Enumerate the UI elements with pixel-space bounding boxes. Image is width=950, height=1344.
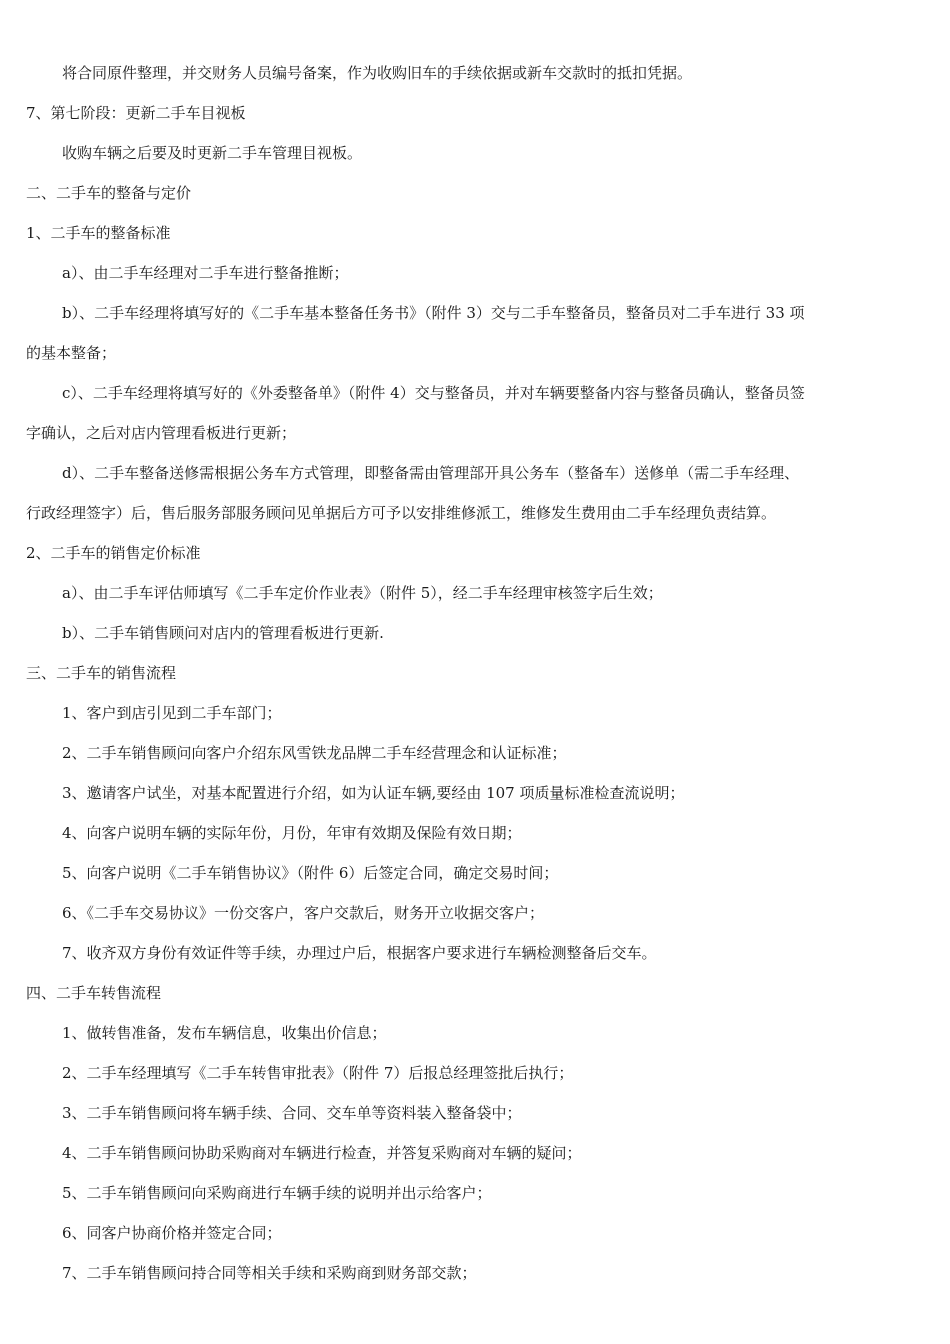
- sales-step-6: 6、《二手车交易协议》一份交客户，客户交款后，财务开立收据交客户；: [62, 904, 545, 922]
- sales-step-1: 1、客户到店引见到二手车部门；: [62, 704, 282, 722]
- subheading-prep-standard: 1、二手车的整备标准: [26, 224, 171, 242]
- resale-step-2: 2、二手车经理填写《二手车转售审批表》（附件 7）后报总经理签批后执行；: [62, 1064, 574, 1082]
- pricing-item-b: b）、二手车销售顾问对店内的管理看板进行更新.: [62, 624, 384, 642]
- list-item-c-cont: 字确认，之后对店内管理看板进行更新；: [26, 424, 297, 442]
- list-item-d-cont: 行政经理签字）后，售后服务部服务顾问见单据后方可予以安排维修派工，维修发生费用由二手车经理负责结算。: [26, 504, 777, 522]
- resale-step-7: 7、二手车销售顾问持合同等相关手续和采购商到财务部交款；: [62, 1264, 477, 1282]
- resale-step-3: 3、二手车销售顾问将车辆手续、合同、交车单等资料装入整备袋中；: [62, 1104, 522, 1122]
- list-item-b: b）、二手车经理将填写好的《二手车基本整备任务书》（附件 3）交与二手车整备员，整备员对二手车进行 33 项: [62, 304, 805, 322]
- heading-stage-seven: 7、第七阶段：更新二手车目视板: [26, 104, 246, 122]
- section-heading-4: 四、二手车转售流程: [26, 984, 162, 1002]
- sales-step-3: 3、邀请客户试坐，对基本配置进行介绍，如为认证车辆,要经由 107 项质量标准检查流说明；: [62, 784, 685, 802]
- resale-step-1: 1、做转售准备，发布车辆信息，收集出价信息；: [62, 1024, 387, 1042]
- resale-step-6: 6、同客户协商价格并签定合同；: [62, 1224, 282, 1242]
- resale-step-5: 5、二手车销售顾问向采购商进行车辆手续的说明并出示给客户；: [62, 1184, 492, 1202]
- subheading-pricing-standard: 2、二手车的销售定价标准: [26, 544, 201, 562]
- paragraph-update-board: 收购车辆之后要及时更新二手车管理目视板。: [62, 144, 363, 162]
- sales-step-7: 7、收齐双方身份有效证件等手续，办理过户后，根据客户要求进行车辆检测整备后交车。: [62, 944, 657, 962]
- paragraph-contract-archive: 将合同原件整理，并交财务人员编号备案，作为收购旧车的手续依据或新车交款时的抵扣凭据。: [62, 64, 693, 82]
- sales-step-5: 5、向客户说明《二手车销售协议》（附件 6）后签定合同，确定交易时间；: [62, 864, 559, 882]
- list-item-d: d）、二手车整备送修需根据公务车方式管理，即整备需由管理部开具公务车（整备车）送修单（需二手车经理、: [62, 464, 800, 482]
- list-item-c: c）、二手车经理将填写好的《外委整备单》（附件 4）交与整备员，并对车辆要整备内容与整备员确认，整备员签: [62, 384, 805, 402]
- sales-step-4: 4、向客户说明车辆的实际年份，月份，年审有效期及保险有效日期；: [62, 824, 522, 842]
- section-heading-2: 二、二手车的整备与定价: [26, 184, 192, 202]
- sales-step-2: 2、二手车销售顾问向客户介绍东风雪铁龙品牌二手车经营理念和认证标准；: [62, 744, 567, 762]
- pricing-item-a: a）、由二手车评估师填写《二手车定价作业表》（附件 5），经二手车经理审核签字后生效；: [62, 584, 663, 602]
- list-item-b-cont: 的基本整备；: [26, 344, 117, 362]
- list-item-a: a）、由二手车经理对二手车进行整备推断；: [62, 264, 349, 282]
- resale-step-4: 4、二手车销售顾问协助采购商对车辆进行检查，并答复采购商对车辆的疑问；: [62, 1144, 582, 1162]
- section-heading-3: 三、二手车的销售流程: [26, 664, 177, 682]
